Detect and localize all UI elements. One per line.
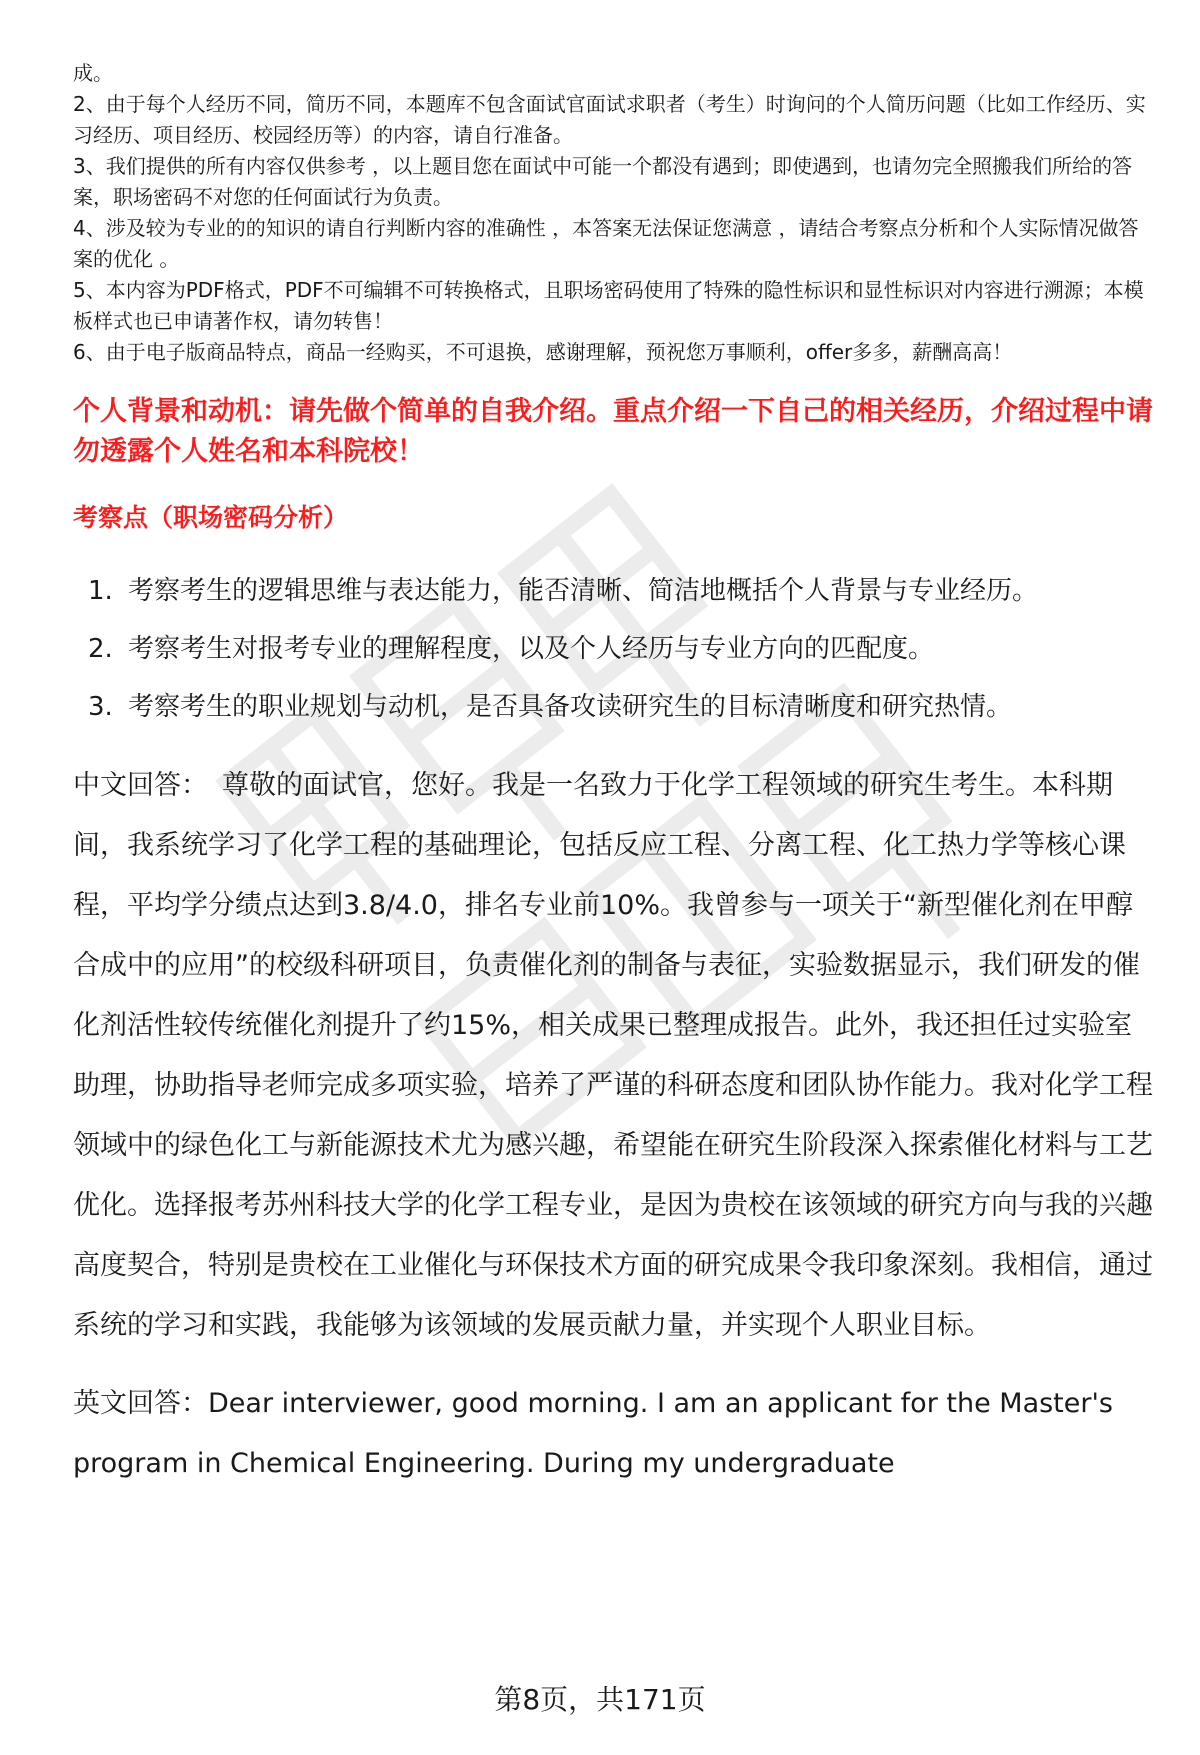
english-answer-label: 英文回答： <box>73 1388 208 1419</box>
notice-item: 5、本内容为PDF格式，PDF不可编辑不可转换格式，且职场密码使用了特殊的隐性标识和显性标识对内容进行溯源；本模板样式也已申请著作权，请勿转售！ <box>73 278 1144 333</box>
notice-item: 3、我们提供的所有内容仅供参考 ，以上题目您在面试中可能一个都没有遇到；即使遇到，也请勿完全照搬我们所给的答案，职场密码不对您的任何面试行为负责。 <box>73 154 1133 209</box>
notice-item: 2、由于每个人经历不同，简历不同，本题库不包含面试官面试求职者（考生）时询问的个人简历问题（比如工作经历、实习经历、项目经历、校园经历等）的内容，请自行准备。 <box>73 92 1146 147</box>
notice-item: 6、由于电子版商品特点，商品一经购买，不可退换，感谢理解，预祝您万事顺利，offer多多，薪酬高高！ <box>73 340 1013 364</box>
english-answer <box>73 1374 1158 1494</box>
analysis-points <box>73 562 1158 736</box>
analysis-heading: 考察点（职场密码分析） <box>73 503 349 532</box>
analysis-point <box>88 620 1158 678</box>
point-text: 考察考生的职业规划与动机，是否具备攻读研究生的目标清晰度和研究热情。 <box>128 692 1013 722</box>
chinese-answer <box>73 756 1158 1356</box>
page-number-footer: 第8页，共171页 <box>494 1683 706 1716</box>
chinese-answer-text: 尊敬的面试官，您好。我是一名致力于化学工程领域的研究生考生。本科期间，我系统学习了化学工程的基础理论，包括反应工程、分离工程、化工热力学等核心课程，平均学分绩点达到3.8/4.0，排名专业前10%。我曾参与一项关于“新型催化剂在甲醇合成中的应用”的校级科研项目，负责催化剂的制备与表征，实验数据显示，我们研发的催化剂活性较传统催化剂提升了约15%，相关成果已整理成报告。此外，我还担任过实验室助理，协助指导老师完成多项实验，培养了严谨的科研态度和团队协作能力。我对化学工程领域中的绿色化工与新能源技术尤为感兴趣，希望能在研究生阶段深入探索催化材料与工艺优化。选择报考苏州科技大学的化学工程专业，是因为贵校在该领域的研究方向与我的兴趣高度契合，特别是贵校在工业催化与环保技术方面的研究成果令我印象深刻。我相信，通过系统的学习和实践，我能够为该领域的发展贡献力量，并实现个人职业目标。 <box>73 770 1153 1341</box>
point-text: 考察考生的逻辑思维与表达能力，能否清晰、简洁地概括个人背景与专业经历。 <box>128 576 1039 606</box>
english-answer-text: Dear interviewer, good morning. I am an applicant for the Master's program in Chemical Engineering. During my undergraduate <box>73 1388 1113 1479</box>
notice-item: 4、涉及较为专业的的知识的请自行判断内容的准确性 ，本答案无法保证您满意 ，请结合考察点分析和个人实际情况做答案的优化 。 <box>73 216 1139 271</box>
notice-item: 成。 <box>73 61 113 85</box>
notice-list <box>73 58 1158 368</box>
page-content <box>73 58 1158 1494</box>
point-text: 考察考生对报考专业的理解程度，以及个人经历与专业方向的匹配度。 <box>128 634 935 664</box>
point-number: 3. <box>88 692 113 722</box>
analysis-point <box>88 562 1158 620</box>
point-number: 2. <box>88 634 113 664</box>
analysis-point <box>88 678 1158 736</box>
point-number: 1. <box>88 576 113 606</box>
chinese-answer-label: 中文回答： <box>73 770 208 801</box>
question-title: 个人背景和动机：请先做个简单的自我介绍。重点介绍一下自己的相关经历，介绍过程中请勿透露个人姓名和本科院校！ <box>73 396 1153 467</box>
